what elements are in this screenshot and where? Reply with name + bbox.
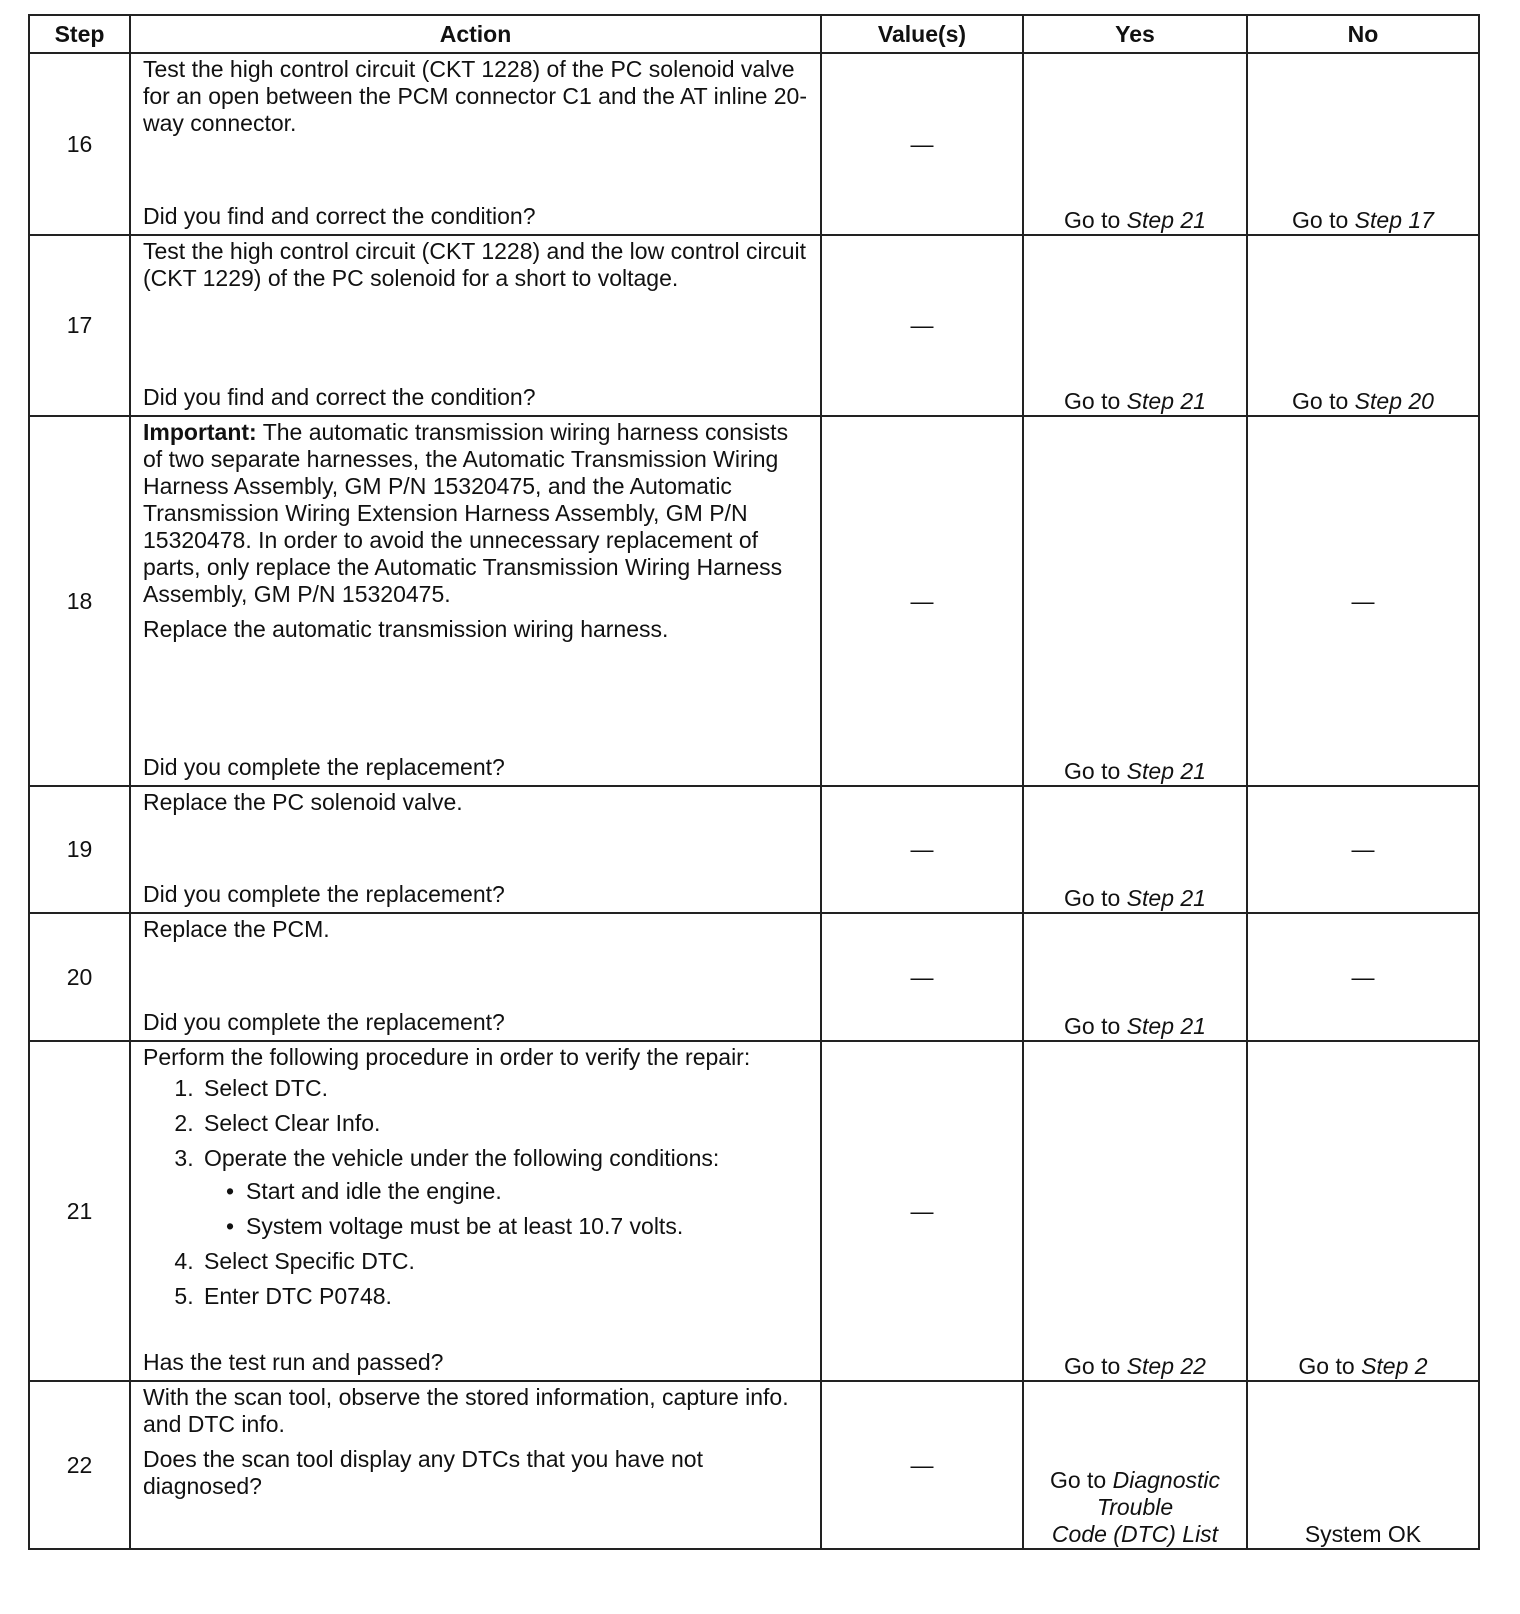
important-note	[143, 419, 812, 608]
action-cell	[130, 416, 821, 786]
no-cell: System OK	[1247, 1381, 1479, 1549]
action-cell	[130, 53, 821, 235]
action-cell	[130, 913, 821, 1041]
diagnostic-table	[28, 14, 1480, 1550]
value-cell: —	[821, 235, 1023, 416]
yes-cell	[1023, 1381, 1247, 1549]
action-text: Test the high control circuit (CKT 1228) of the PC solenoid valve for an open between the PCM connector C1 and the AT inline 20-way connector.	[143, 56, 808, 136]
action-cell	[130, 235, 821, 416]
action-question: Did you complete the replacement?	[143, 881, 505, 907]
header-yes: Yes	[1023, 15, 1247, 53]
table-row	[29, 786, 1479, 913]
important-text: The automatic transmission wiring harness consists of two separate harnesses, the Automatic Transmission Wiring Harness Assembly, GM P/N 15320475, and the Automatic Transmission Wiring Extension Harness Assembly, GM P/N 15320478. In order to avoid the unnecessary replacement of parts, only replace the Automatic Transmission Wiring Harness Assembly, GM P/N 15320475.	[143, 419, 789, 607]
yes-link[interactable]: Step 21	[1126, 758, 1206, 784]
table-row	[29, 235, 1479, 416]
value-cell: —	[821, 53, 1023, 235]
action-text: Perform the following procedure in order to verify the repair:	[143, 1044, 751, 1070]
value-cell: —	[821, 1381, 1023, 1549]
header-values: Value(s)	[821, 15, 1023, 53]
action-cell	[130, 786, 821, 913]
action-text: Replace the PC solenoid valve.	[143, 789, 463, 815]
no-prefix: Go to	[1298, 1353, 1355, 1379]
no-prefix: Go to	[1292, 388, 1349, 414]
no-link[interactable]: Step 2	[1361, 1353, 1428, 1379]
table-row	[29, 1381, 1479, 1549]
list-item	[200, 1145, 812, 1240]
no-cell: —	[1247, 913, 1479, 1041]
yes-cell	[1023, 53, 1247, 235]
step-number: 19	[29, 786, 130, 913]
yes-prefix: Go to	[1064, 758, 1121, 784]
step-number: 16	[29, 53, 130, 235]
value-cell: —	[821, 913, 1023, 1041]
header-step: Step	[29, 15, 130, 53]
procedure-list	[143, 1075, 812, 1310]
yes-link[interactable]: Step 22	[1126, 1353, 1206, 1379]
no-link[interactable]: Step 20	[1354, 388, 1434, 414]
value-cell: —	[821, 786, 1023, 913]
step-number: 22	[29, 1381, 130, 1549]
no-cell: —	[1247, 786, 1479, 913]
yes-cell	[1023, 235, 1247, 416]
action-question: Did you find and correct the condition?	[143, 384, 536, 410]
list-item: 1. Select DTC.	[200, 1075, 812, 1102]
step-number: 21	[29, 1041, 130, 1381]
yes-link[interactable]: Step 21	[1126, 885, 1206, 911]
no-cell	[1247, 53, 1479, 235]
action-question: Did you complete the replacement?	[143, 1009, 505, 1035]
step-number: 20	[29, 913, 130, 1041]
list-item: • Start and idle the engine.	[242, 1178, 812, 1205]
no-cell	[1247, 235, 1479, 416]
no-link[interactable]: Step 17	[1354, 207, 1434, 233]
yes-prefix: Go to	[1064, 207, 1121, 233]
table-row	[29, 913, 1479, 1041]
yes-link[interactable]: Step 21	[1126, 1013, 1206, 1039]
action-text: Replace the automatic transmission wiring harness.	[143, 616, 669, 642]
action-text: With the scan tool, observe the stored information, capture info. and DTC info.	[143, 1384, 789, 1437]
yes-cell	[1023, 416, 1247, 786]
yes-prefix: Go to	[1049, 1467, 1107, 1493]
yes-link[interactable]: Step 21	[1126, 207, 1206, 233]
no-prefix: Go to	[1292, 207, 1349, 233]
yes-link[interactable]: Code (DTC) List	[1051, 1521, 1219, 1547]
yes-cell	[1023, 913, 1247, 1041]
action-question: Did you complete the replacement?	[143, 754, 505, 780]
list-item: • System voltage must be at least 10.7 volts.	[242, 1213, 812, 1240]
yes-cell	[1023, 786, 1247, 913]
table-row	[29, 1041, 1479, 1381]
list-item-text: Operate the vehicle under the following conditions:	[204, 1145, 720, 1171]
important-label: Important:	[143, 419, 257, 445]
value-cell: —	[821, 416, 1023, 786]
header-row	[29, 15, 1479, 53]
action-question: Did you find and correct the condition?	[143, 203, 536, 229]
action-cell	[130, 1041, 821, 1381]
step-number: 17	[29, 235, 130, 416]
header-action: Action	[130, 15, 821, 53]
step-number: 18	[29, 416, 130, 786]
yes-link[interactable]: Step 21	[1126, 388, 1206, 414]
yes-link[interactable]: Diagnostic	[1112, 1467, 1221, 1493]
yes-prefix: Go to	[1064, 1353, 1121, 1379]
list-item: 2. Select Clear Info.	[200, 1110, 812, 1137]
action-question: Does the scan tool display any DTCs that you have not diagnosed?	[143, 1446, 703, 1499]
list-item: 4. Select Specific DTC.	[200, 1248, 812, 1275]
value-cell: —	[821, 1041, 1023, 1381]
conditions-list	[204, 1178, 812, 1240]
yes-prefix: Go to	[1064, 885, 1121, 911]
no-cell	[1247, 1041, 1479, 1381]
table-row	[29, 53, 1479, 235]
table-row	[29, 416, 1479, 786]
yes-prefix: Go to	[1064, 388, 1121, 414]
action-text: Replace the PCM.	[143, 916, 330, 942]
yes-cell	[1023, 1041, 1247, 1381]
header-no: No	[1247, 15, 1479, 53]
action-question: Has the test run and passed?	[143, 1349, 444, 1375]
yes-link[interactable]: Trouble	[1096, 1494, 1174, 1520]
no-cell: —	[1247, 416, 1479, 786]
action-cell	[130, 1381, 821, 1549]
list-item: 5. Enter DTC P0748.	[200, 1283, 812, 1310]
action-text: Test the high control circuit (CKT 1228) and the low control circuit (CKT 1229) of the PC solenoid for a short to voltage.	[143, 238, 807, 291]
yes-prefix: Go to	[1064, 1013, 1121, 1039]
